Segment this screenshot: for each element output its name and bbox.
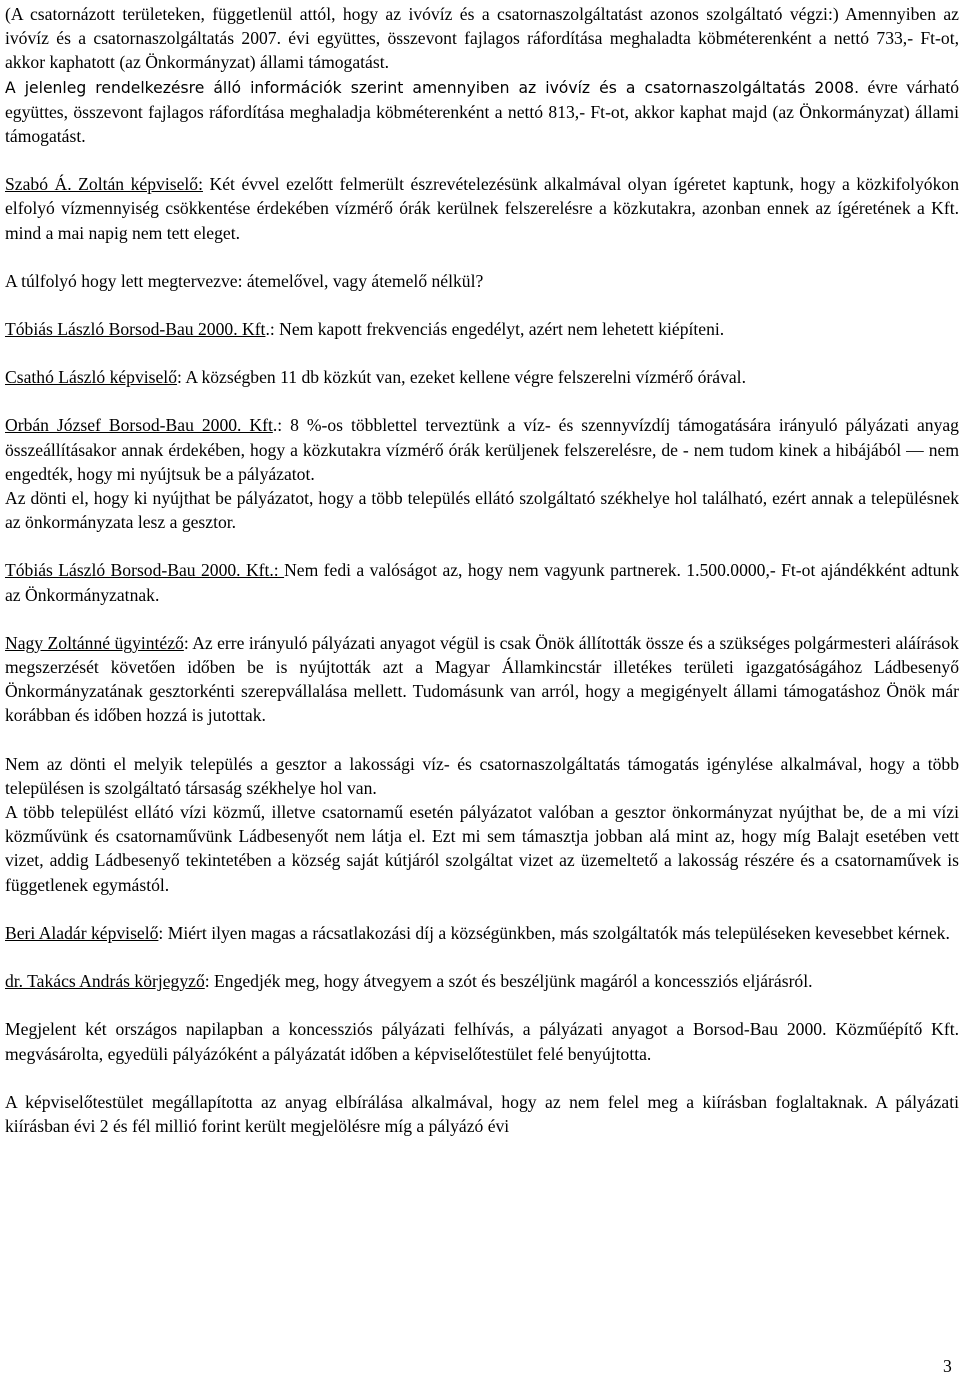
paragraph-p13 bbox=[5, 921, 959, 945]
paragraph-text: : Engedjék meg, hogy átvegyem a szót és beszéljünk magáról a koncessziós eljárásról. bbox=[204, 971, 813, 992]
paragraph-text: .: 8 %-os többlettel terveztünk a víz- és szennyvízdíj támogatására irányuló pályázati anyag összeállításakor annak érdekében, hogy a közkutakra vízmérő órák kerüljenek felszerelésre, de - nem tudom kinek a hibájából — nem engedték, hogy mi nyújtsuk be a pályázatot. bbox=[5, 415, 959, 484]
paragraph-gap bbox=[5, 245, 959, 269]
speaker-name: Szabó Á. Zoltán képviselő: bbox=[5, 174, 203, 195]
paragraph-text: Nem az dönti el melyik település a gesztor a lakossági víz- és csatornaszolgáltatás támogatás igénylése alkalmával, hogy a több településen is szolgáltató társaság székhelye hol van. bbox=[5, 753, 959, 798]
paragraph-p14 bbox=[5, 969, 959, 993]
speaker-name: Csathó László képviselő bbox=[5, 367, 177, 388]
speaker-name: Beri Aladár képviselő bbox=[5, 922, 159, 943]
paragraph-p6 bbox=[5, 365, 959, 389]
paragraph-text: Az dönti el, hogy ki nyújthat be pályázatot, hogy a több település ellátó szolgáltató székhelye hol található, ezért annak a településnek az önkormányzata lesz a gesztor. bbox=[5, 488, 959, 533]
paragraph-gap bbox=[5, 897, 959, 921]
paragraph-p12 bbox=[5, 800, 959, 897]
paragraph-p5 bbox=[5, 317, 959, 341]
paragraph-text: A túlfolyó hogy lett megtervezve: átemelővel, vagy átemelő nélkül? bbox=[5, 270, 484, 291]
paragraph-gap bbox=[5, 607, 959, 631]
speaker-name: Tóbiás László Borsod-Bau 2000. Kft.: bbox=[5, 560, 285, 581]
paragraph-text: Nem fedi a valóságot az, hogy nem vagyunk partnerek. 1.500.0000,- Ft-ot ajándékként adtunk az Önkormányzatnak. bbox=[5, 560, 959, 605]
paragraph-text: .: Nem kapott frekvenciás engedélyt, azért nem lehetett kiépíteni. bbox=[265, 319, 725, 340]
paragraph-p9 bbox=[5, 558, 959, 606]
speaker-name: dr. Takács András körjegyző bbox=[5, 971, 205, 992]
paragraph-text: : A községben 11 db közkút van, ezeket kellene végre felszerelni vízmérő órával. bbox=[177, 367, 746, 388]
paragraph-text: A képviselőtestület megállapította az anyag elbírálása alkalmával, hogy az nem felel meg a kiírásban foglaltaknak. A pályázati kiírásban évi 2 és fél millió forint került megjelölésre míg a pályázó évi bbox=[5, 1091, 959, 1136]
paragraph-p4 bbox=[5, 269, 959, 293]
paragraph-p2 bbox=[5, 75, 959, 149]
paragraph-text: : Miért ilyen magas a rácsatlakozási díj a községünkben, más szolgáltatók más településeken kevesebbet kérnek. bbox=[158, 922, 950, 943]
paragraph-p1 bbox=[5, 2, 959, 75]
paragraph-gap bbox=[5, 534, 959, 558]
paragraph-p16 bbox=[5, 1090, 959, 1138]
paragraph-p8 bbox=[5, 486, 959, 534]
page-number: 3 bbox=[943, 1356, 952, 1376]
paragraph-p3 bbox=[5, 172, 959, 245]
paragraph-gap bbox=[5, 389, 959, 413]
paragraph-gap bbox=[5, 341, 959, 365]
paragraph-gap bbox=[5, 1066, 959, 1090]
paragraph-text: évre várható együttes, összevont fajlagos ráfordítása meghaladja köbméterenként a nettó 813,- Ft-ot, akkor kaphat majd (az Önkormányzat) állami támogatást. bbox=[5, 76, 959, 147]
paragraph-text: A jelenleg rendelkezésre álló információk szerint amennyiben az ivóvíz és a csatornaszolgáltatás 2008. bbox=[5, 78, 860, 97]
paragraph-gap bbox=[5, 993, 959, 1017]
speaker-name: Tóbiás László Borsod-Bau 2000. Kft bbox=[5, 319, 266, 340]
paragraph-text: Megjelent két országos napilapban a koncessziós pályázati felhívás, a pályázati anyagot a Borsod-Bau 2000. Közműépítő Kft. megvásárolta, egyedüli pályázóként a pályázatát időben a képviselőtestület felé benyújtotta. bbox=[5, 1019, 959, 1064]
paragraph-p15 bbox=[5, 1017, 959, 1065]
paragraph-text: A több települést ellátó vízi közmű, illetve csatornamű esetén pályázatot valóban a gesztor önkormányzat nyújthat be, de a mi vízi közművünk és csatornaművünk Ládbesenyőt nem látja el. Ezt mi sem támasztja jobban alá mint az, hogy míg Balajt esetében vett vizet, addig Ládbesenyő tekintetében a község saját kútjáról szolgáltat vizet az üzemeltető a lakosság részére és a csatornaművek is függetlenek egymástól. bbox=[5, 802, 959, 895]
speaker-name: Nagy Zoltánné ügyintéző bbox=[5, 632, 184, 653]
paragraph-gap bbox=[5, 293, 959, 317]
paragraph-p11 bbox=[5, 752, 959, 800]
paragraph-p7 bbox=[5, 413, 959, 486]
paragraph-text: Két évvel ezelőtt felmerült észrevételezésünk alkalmával olyan ígéretet kaptunk, hogy a közkifolyókon elfolyó vízmennyiség csökkentése érdekében vízmérő órák kerülnek felszerelésre a közkutakra, azonban ennek az ígéretének a Kft. mind a mai napig nem tett eleget. bbox=[5, 174, 959, 243]
paragraph-gap bbox=[5, 945, 959, 969]
document-body bbox=[5, 2, 959, 1138]
speaker-name: Orbán József Borsod-Bau 2000. Kft bbox=[5, 415, 273, 436]
paragraph-text: : Az erre irányuló pályázati anyagot végül is csak Önök állították össze és a szükséges polgármesteri aláírások megszerzését követően időben be is nyújtották azt a Magyar Államkincstár illetékes területi igazgatóságához Ládbesenyő Önkormányzatának gesztorkénti szerepvállalása mellett. Tudomásunk van arról, hogy a megigényelt állami támogatáshoz Önök már korábban és időben hozzá is jutottak. bbox=[5, 632, 959, 726]
paragraph-gap bbox=[5, 148, 959, 172]
paragraph-gap bbox=[5, 728, 959, 752]
paragraph-p10 bbox=[5, 631, 959, 728]
paragraph-text: (A csatornázott területeken, függetlenül attól, hogy az ivóvíz és a csatornaszolgáltatást azonos szolgáltató végzi:) Amennyiben az ivóvíz és a csatornaszolgáltatás 2007. évi együttes, összevont fajlagos ráfordítása meghaladta köbméterenként a nettó 733,- Ft-ot, akkor kaphatott (az Önkormányzat) állami támogatást. bbox=[5, 4, 959, 73]
